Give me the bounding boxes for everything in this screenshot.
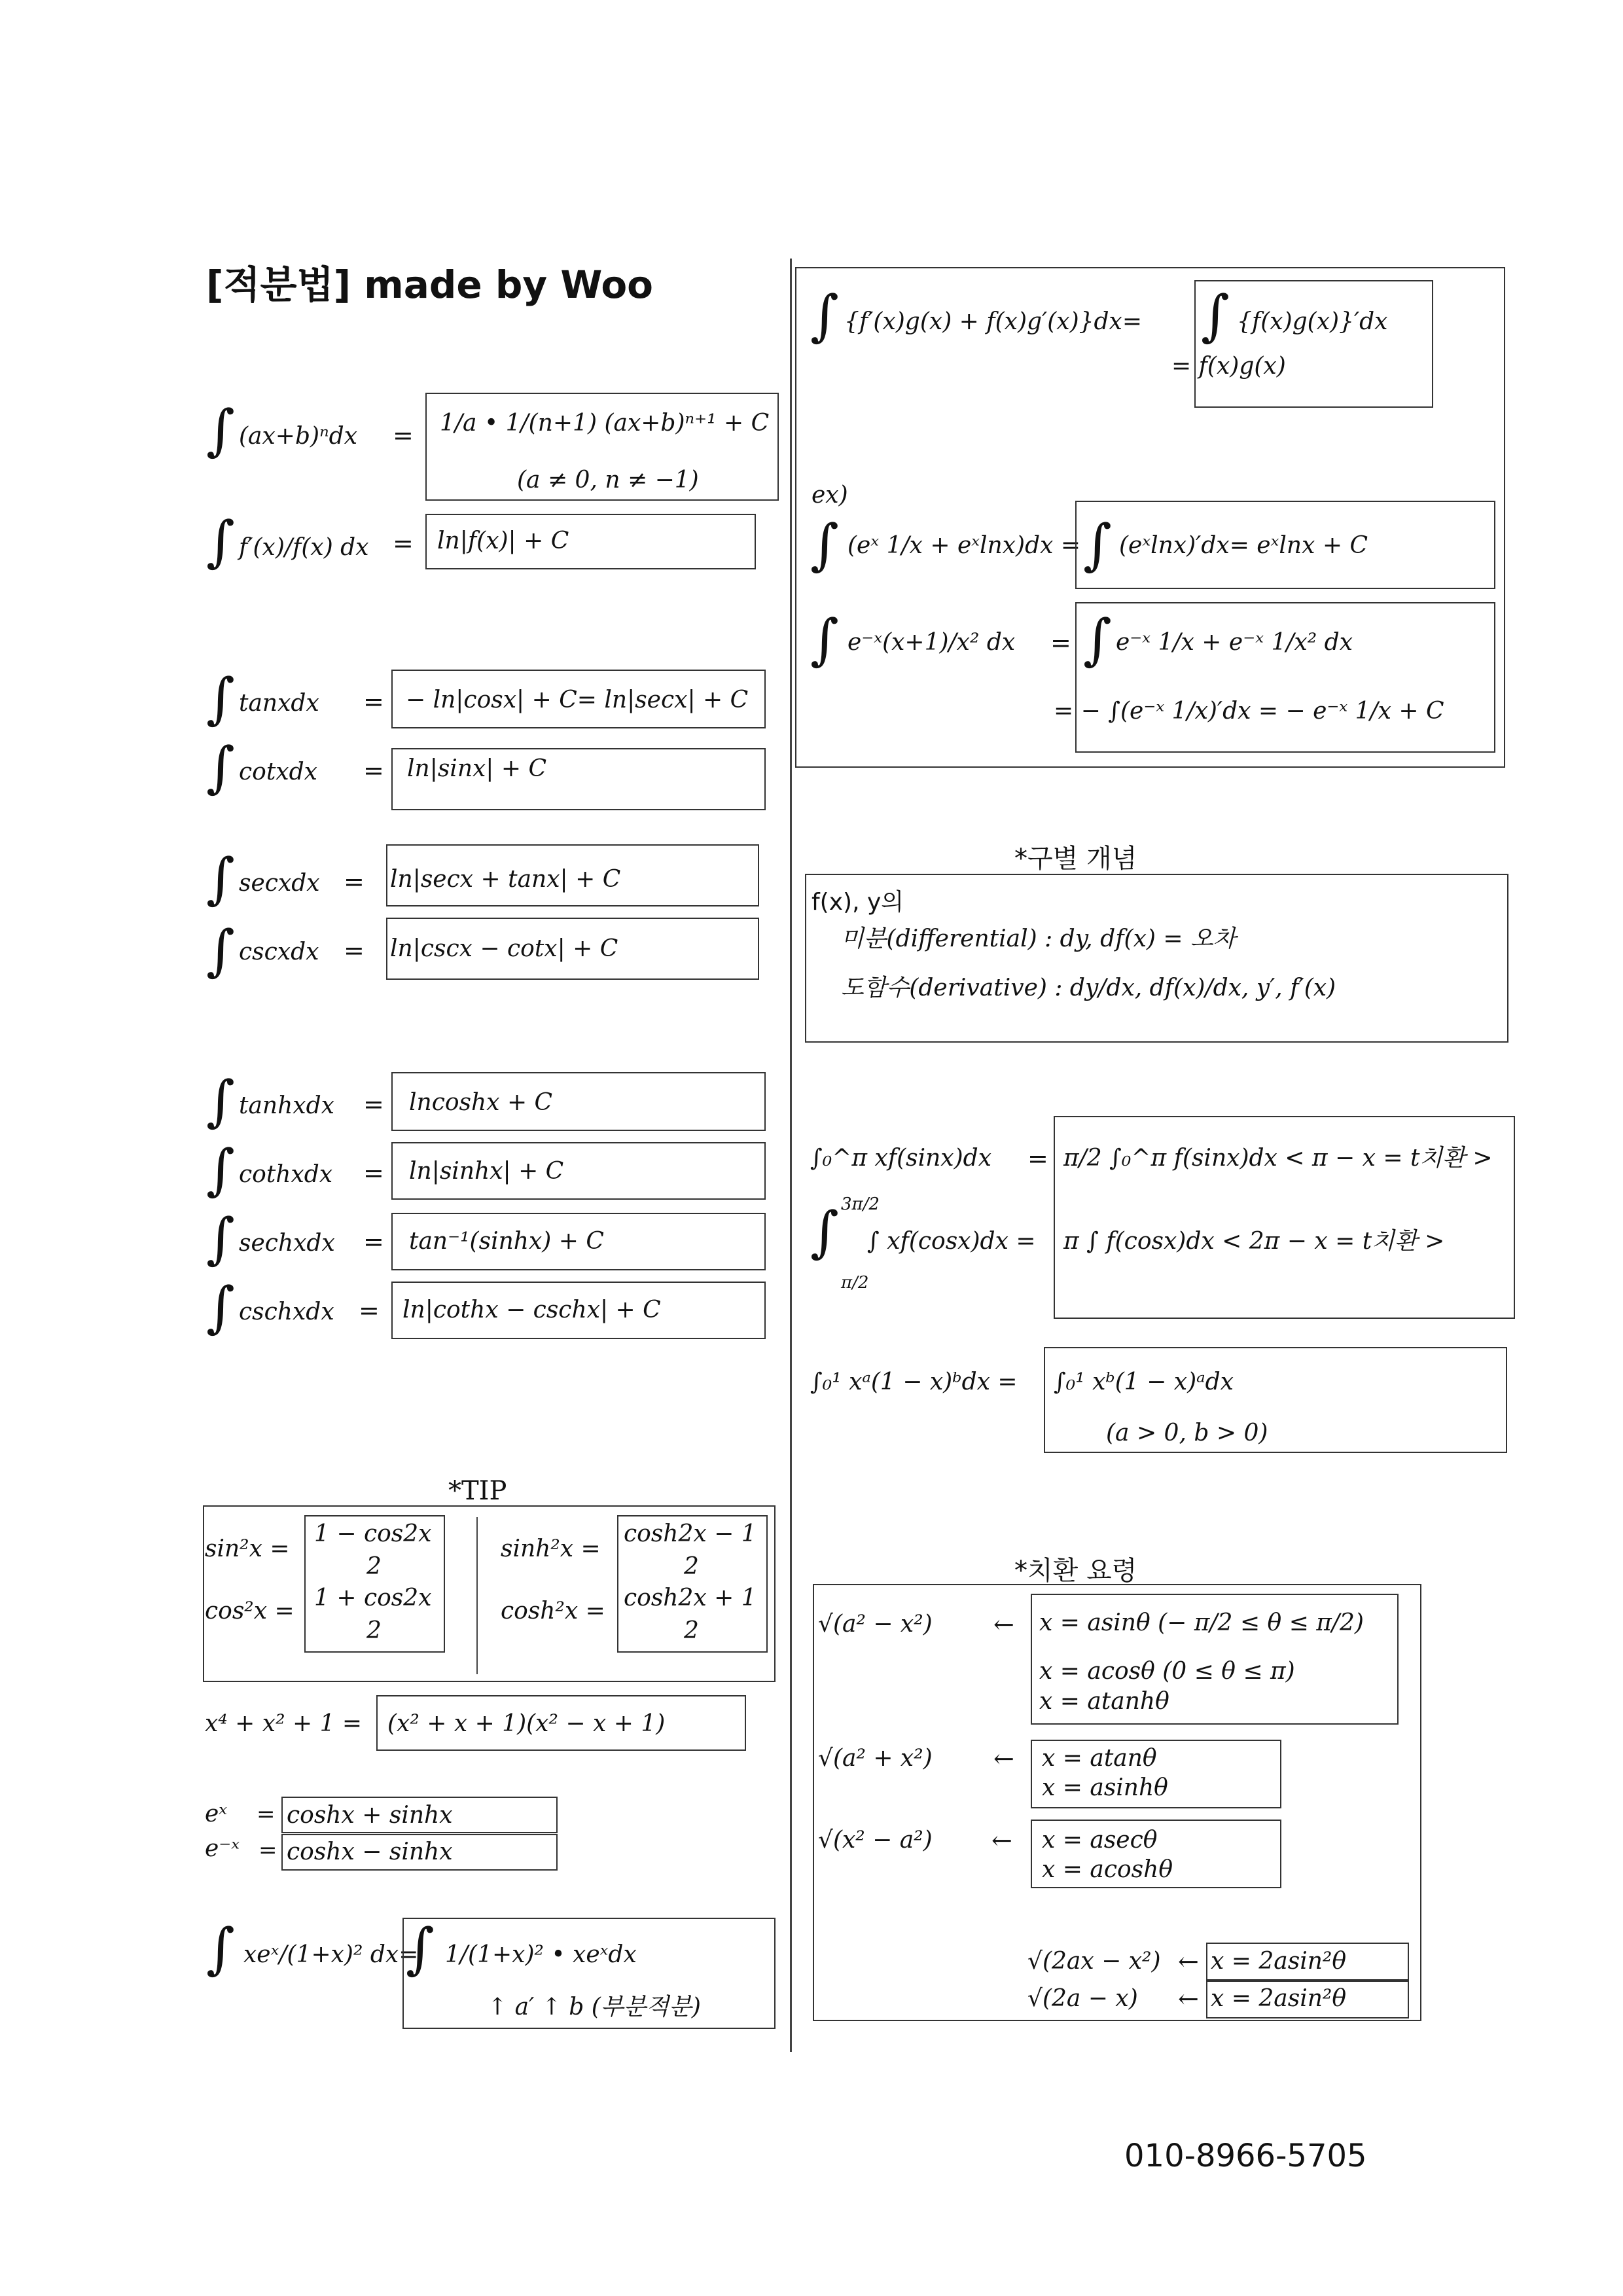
- formula-rhs: ln|f(x)| + C: [437, 528, 569, 554]
- formula-lhs: tanxdx: [239, 690, 319, 717]
- formula-rhs: 1/a • 1/(n+1) (ax+b)ⁿ⁺¹ + C: [440, 410, 770, 437]
- distinct-line3: 도함수(derivative) : dy/dx, df(x)/dx, y′, f′(x): [841, 975, 1336, 1001]
- factoring-rhs: (x² + x + 1)(x² − x + 1): [387, 1710, 666, 1737]
- formula-rhs: ln|cothx − cschx| + C: [402, 1297, 661, 1323]
- tip-cosh2-numerator: cosh2x + 1: [624, 1585, 757, 1611]
- tip-sin2-numerator: 1 − cos2x: [314, 1520, 432, 1547]
- tip-cos2-numerator: 1 + cos2x: [314, 1585, 432, 1611]
- integral-sign: ∫: [206, 666, 235, 730]
- kings2-rhs: π ∫ f(cosx)dx < 2π − x = t치환 >: [1063, 1228, 1445, 1255]
- parts-rhs: 1/(1+x)² • xeˣdx: [445, 1941, 637, 1968]
- integral-sign: ∫: [810, 283, 839, 348]
- sub2-option1: x = atanθ: [1042, 1745, 1157, 1772]
- integral-sign: ∫: [206, 918, 235, 982]
- formula-rhs: lncoshx + C: [409, 1089, 553, 1116]
- formula-rhs: ln|sinhx| + C: [409, 1158, 564, 1185]
- integral-sign: ∫: [810, 1200, 839, 1264]
- equals-sign: =: [259, 1837, 277, 1863]
- formula-rhs: ln|secx + tanx| + C: [390, 866, 621, 893]
- kings1-lhs: ∫₀^π xf(sinx)dx: [810, 1145, 991, 1172]
- neg-exp-rhs: coshx − sinhx: [287, 1839, 453, 1865]
- equals-sign: =: [257, 1801, 276, 1827]
- sub1-option3: x = atanhθ: [1039, 1688, 1169, 1715]
- tip-cosh2-label: cosh²x =: [501, 1598, 605, 1624]
- distinct-line2: 미분(differential) : dy, df(x) = 오차: [841, 925, 1236, 952]
- equals-sign: =: [1027, 1144, 1048, 1173]
- formula-lhs: cotxdx: [239, 759, 317, 785]
- sub4-radical: √(2ax − x²): [1027, 1948, 1161, 1975]
- distinct-box: [805, 874, 1508, 1043]
- tip-sin2-denominator: 2: [366, 1553, 382, 1580]
- tip-sinh2-numerator: cosh2x − 1: [624, 1520, 757, 1547]
- substitution-heading: *치환 요령: [1014, 1556, 1137, 1586]
- kings1-rhs: π/2 ∫₀^π f(sinx)dx < π − x = t치환 >: [1063, 1145, 1493, 1172]
- integral-sign: ∫: [1201, 283, 1230, 348]
- phone-number: 010-8966-5705: [1124, 2138, 1367, 2174]
- formula-lhs: (ax+b)ⁿdx: [239, 423, 358, 450]
- integral-sign: ∫: [1083, 607, 1112, 672]
- formula-rhs: ln|sinx| + C: [407, 755, 547, 782]
- arrow: ←: [1178, 1984, 1199, 2013]
- integral-sign: ∫: [206, 398, 235, 462]
- formula-rhs: ln|cscx − cotx| + C: [390, 935, 618, 962]
- example2-step2: = − ∫(e⁻ˣ 1/x)′dx = − e⁻ˣ 1/x + C: [1054, 698, 1444, 725]
- sub1-radical: √(a² − x²): [818, 1611, 933, 1638]
- sub5-radical: √(2a − x): [1027, 1985, 1138, 2012]
- equals-sign: =: [363, 1227, 384, 1256]
- exp-lhs: eˣ: [205, 1801, 228, 1827]
- parts-note: ↑ a′ ↑ b (부분적분): [488, 1994, 701, 2020]
- kings2-lower-limit: π/2: [841, 1273, 869, 1293]
- equals-sign: =: [344, 936, 365, 965]
- tip-cos2-denominator: 2: [366, 1617, 382, 1644]
- formula-lhs: f′(x)/f(x) dx: [239, 534, 369, 561]
- formula-lhs: cscxdx: [239, 939, 319, 965]
- beta-lhs: ∫₀¹ xᵃ(1 − x)ᵇdx =: [810, 1369, 1018, 1395]
- equals-sign: =: [363, 756, 384, 785]
- sub1-option1: x = asinθ (− π/2 ≤ θ ≤ π/2): [1039, 1609, 1364, 1636]
- page-title: [적분법] made by Woo: [206, 262, 654, 307]
- sub3-option2: x = acoshθ: [1042, 1856, 1173, 1883]
- sub2-option2: x = asinhθ: [1042, 1774, 1168, 1801]
- exp-rhs: coshx + sinhx: [287, 1802, 453, 1829]
- example1-lhs: (eˣ 1/x + eˣlnx)dx =: [847, 532, 1081, 559]
- product-rule-result-box: [1194, 280, 1433, 408]
- example2-step1: e⁻ˣ 1/x + e⁻ˣ 1/x² dx: [1116, 629, 1353, 656]
- tip-divider: [476, 1517, 478, 1674]
- integral-sign: ∫: [406, 1916, 435, 1981]
- distinct-heading: *구별 개념: [1014, 844, 1137, 874]
- tip-cosh2-denominator: 2: [684, 1617, 699, 1644]
- tip-sinh2-denominator: 2: [684, 1553, 699, 1580]
- beta-rhs: ∫₀¹ xᵇ(1 − x)ᵃdx: [1054, 1369, 1234, 1395]
- kings2-lhs: ∫ xf(cosx)dx =: [867, 1228, 1036, 1255]
- equals-sign: =: [344, 867, 365, 896]
- integral-sign: ∫: [1083, 512, 1112, 577]
- arrow: ←: [993, 1610, 1014, 1639]
- equals-sign: =: [363, 687, 384, 716]
- sub2-radical: √(a² + x²): [818, 1745, 933, 1772]
- parts-lhs: xeˣ/(1+x)² dx=: [243, 1941, 419, 1968]
- integral-sign: ∫: [206, 1069, 235, 1133]
- equals-sign: =: [363, 1090, 384, 1119]
- equals-sign: =: [359, 1296, 380, 1325]
- product-rule-lhs: {f′(x)g(x) + f(x)g′(x)}dx=: [844, 308, 1143, 335]
- sub5-option: x = 2asin²θ: [1211, 1985, 1346, 2012]
- product-rule-result: = f(x)g(x): [1171, 353, 1286, 380]
- integral-sign: ∫: [206, 1916, 235, 1981]
- formula-lhs: tanhxdx: [239, 1092, 334, 1119]
- formula-lhs: cothxdx: [239, 1161, 333, 1188]
- kings2-upper-limit: 3π/2: [841, 1194, 880, 1214]
- integral-sign: ∫: [206, 509, 235, 573]
- sub3-option1: x = asecθ: [1042, 1827, 1158, 1854]
- sub3-radical: √(x² − a²): [818, 1827, 933, 1854]
- formula-condition: (a ≠ 0, n ≠ −1): [517, 467, 699, 493]
- arrow: ←: [993, 1744, 1014, 1773]
- tip-cos2-label: cos²x =: [205, 1598, 294, 1624]
- distinct-line1: f(x), y의: [812, 889, 904, 916]
- arrow: ←: [1178, 1947, 1199, 1976]
- integral-sign: ∫: [206, 846, 235, 910]
- sub4-option: x = 2asin²θ: [1211, 1948, 1346, 1975]
- example-label: ex): [812, 482, 848, 509]
- integral-sign: ∫: [810, 607, 839, 672]
- tip-sinh2-label: sinh²x =: [501, 1535, 601, 1562]
- formula-rhs: − ln|cosx| + C= ln|secx| + C: [406, 687, 749, 713]
- column-divider: [790, 259, 792, 2052]
- equals-sign: =: [393, 421, 414, 450]
- integral-sign: ∫: [206, 735, 235, 799]
- example2-box: [1075, 602, 1495, 753]
- factoring-lhs: x⁴ + x² + 1 =: [205, 1710, 363, 1737]
- equals-sign: =: [363, 1158, 384, 1187]
- beta-condition: (a > 0, b > 0): [1106, 1420, 1268, 1446]
- tip-sin2-label: sin²x =: [205, 1535, 290, 1562]
- product-rule-rhs: {f(x)g(x)}′dx: [1237, 308, 1388, 335]
- tip-heading: *TIP: [448, 1476, 507, 1506]
- example2-lhs: e⁻ˣ(x+1)/x² dx: [847, 629, 1016, 656]
- integral-sign: ∫: [206, 1138, 235, 1202]
- formula-lhs: secxdx: [239, 870, 320, 897]
- integral-sign: ∫: [206, 1275, 235, 1339]
- integral-sign: ∫: [206, 1206, 235, 1270]
- example1-rhs: (eˣlnx)′dx= eˣlnx + C: [1119, 532, 1368, 559]
- formula-rhs: tan⁻¹(sinhx) + C: [409, 1228, 604, 1255]
- integral-sign: ∫: [810, 512, 839, 577]
- equals-sign: =: [1050, 628, 1071, 657]
- equals-sign: =: [393, 529, 414, 558]
- neg-exp-lhs: e⁻ˣ: [205, 1835, 240, 1862]
- formula-lhs: sechxdx: [239, 1230, 335, 1257]
- formula-lhs: cschxdx: [239, 1299, 334, 1325]
- arrow: ←: [991, 1826, 1012, 1855]
- sub1-option2: x = acosθ (0 ≤ θ ≤ π): [1039, 1658, 1295, 1685]
